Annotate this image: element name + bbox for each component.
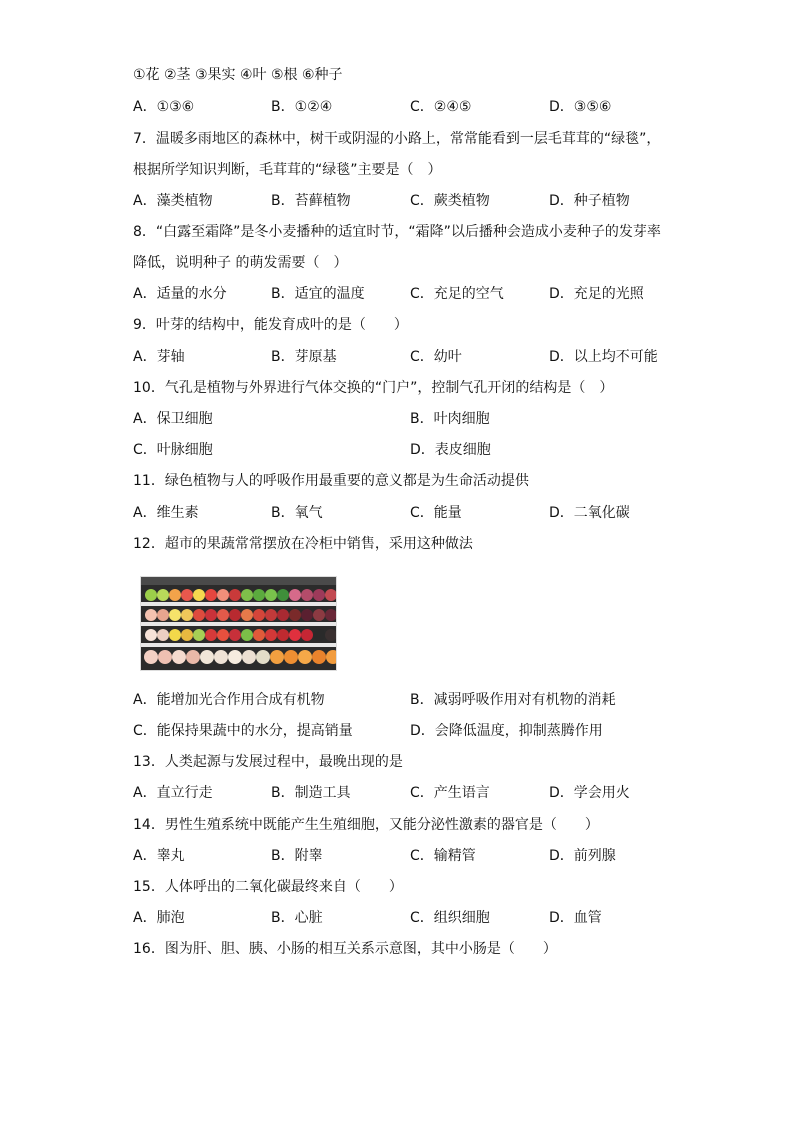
q12-stem: 12．超市的果蔬常常摆放在冷柜中销售，采用这种做法 (133, 536, 473, 552)
q10-option-a: A．保卫细胞 (133, 411, 213, 427)
q9-option-c: C．幼叶 (410, 349, 462, 365)
q10-option-b: B．叶肉细胞 (410, 411, 490, 427)
q7-option-b: B．苔藓植物 (271, 193, 351, 209)
q15-option-a: A．肺泡 (133, 910, 185, 926)
q12-option-d: D．会降低温度，抑制蒸腾作用 (410, 723, 603, 739)
q11-option-c: C．能量 (410, 505, 462, 521)
q14-option-a: A．睾丸 (133, 848, 185, 864)
q9-stem: 9．叶芽的结构中，能发育成叶的是（ ） (133, 317, 408, 333)
q8-option-a: A．适量的水分 (133, 286, 227, 302)
q12-option-a: A．能增加光合作用合成有机物 (133, 692, 325, 708)
q15-option-b: B．心脏 (271, 910, 323, 926)
q15-stem: 15．人体呼出的二氧化碳最终来自（ ） (133, 879, 403, 895)
q15-option-c: C．组织细胞 (410, 910, 490, 926)
q9-option-b: B．芽原基 (271, 349, 337, 365)
q9-option-d: D．以上均不可能 (549, 349, 658, 365)
q13-option-c: C．产生语言 (410, 785, 490, 801)
q12-option-b: B．减弱呼吸作用对有机物的消耗 (410, 692, 616, 708)
q6-option-a: A．①③⑥ (133, 99, 195, 115)
q11-option-a: A．维生素 (133, 505, 199, 521)
q8-stem-line1: 8．“白露至霜降”是冬小麦播种的适宜时节，“霜降”以后播种会造成小麦种子的发芽率 (133, 224, 661, 240)
q7-stem-line1: 7．温暖多雨地区的森林中，树干或阴湿的小路上，常常能看到一层毛茸茸的“绿毯”， (133, 131, 661, 147)
q10-option-d: D．表皮细胞 (410, 442, 491, 458)
q14-option-d: D．前列腺 (549, 848, 616, 864)
q15-option-d: D．血管 (549, 910, 602, 926)
q6-option-d: D．③⑤⑥ (549, 99, 612, 115)
q10-option-c: C．叶脉细胞 (133, 442, 213, 458)
q16-stem: 16．图为肝、胆、胰、小肠的相互关系示意图，其中小肠是（ ） (133, 941, 557, 957)
q13-option-b: B．制造工具 (271, 785, 351, 801)
q11-option-b: B．氧气 (271, 505, 323, 521)
q7-option-d: D．种子植物 (549, 193, 630, 209)
q13-option-a: A．直立行走 (133, 785, 213, 801)
q14-option-b: B．附睾 (271, 848, 323, 864)
q6-items: ①花 ②茎 ③果实 ④叶 ⑤根 ⑥种子 (133, 67, 343, 83)
q12-option-c: C．能保持果蔬中的水分，提高销量 (133, 723, 353, 739)
q6-option-b: B．①②④ (271, 99, 333, 115)
q7-option-a: A．藻类植物 (133, 193, 213, 209)
q14-option-c: C．输精管 (410, 848, 476, 864)
q8-option-c: C．充足的空气 (410, 286, 504, 302)
q14-stem: 14．男性生殖系统中既能产生生殖细胞，又能分泌性激素的器官是（ ） (133, 817, 599, 833)
q7-stem-line2: 根据所学知识判断，毛茸茸的“绿毯”主要是（ ） (133, 162, 442, 178)
q13-stem: 13．人类起源与发展过程中，最晚出现的是 (133, 754, 403, 770)
q11-stem: 11．绿色植物与人的呼吸作用最重要的意义都是为生命活动提供 (133, 473, 529, 489)
q6-option-c: C．②④⑤ (410, 99, 472, 115)
q8-stem-line2: 降低，说明种子 的萌发需要（ ） (133, 255, 348, 271)
q10-stem: 10．气孔是植物与外界进行气体交换的“门户”，控制气孔开闭的结构是（ ） (133, 380, 614, 396)
q13-option-d: D．学会用火 (549, 785, 630, 801)
q9-option-a: A．芽轴 (133, 349, 185, 365)
q8-option-b: B．适宜的温度 (271, 286, 365, 302)
fruit-display-photo (140, 576, 337, 671)
q11-option-d: D．二氧化碳 (549, 505, 630, 521)
q7-option-c: C．蕨类植物 (410, 193, 490, 209)
q8-option-d: D．充足的光照 (549, 286, 644, 302)
